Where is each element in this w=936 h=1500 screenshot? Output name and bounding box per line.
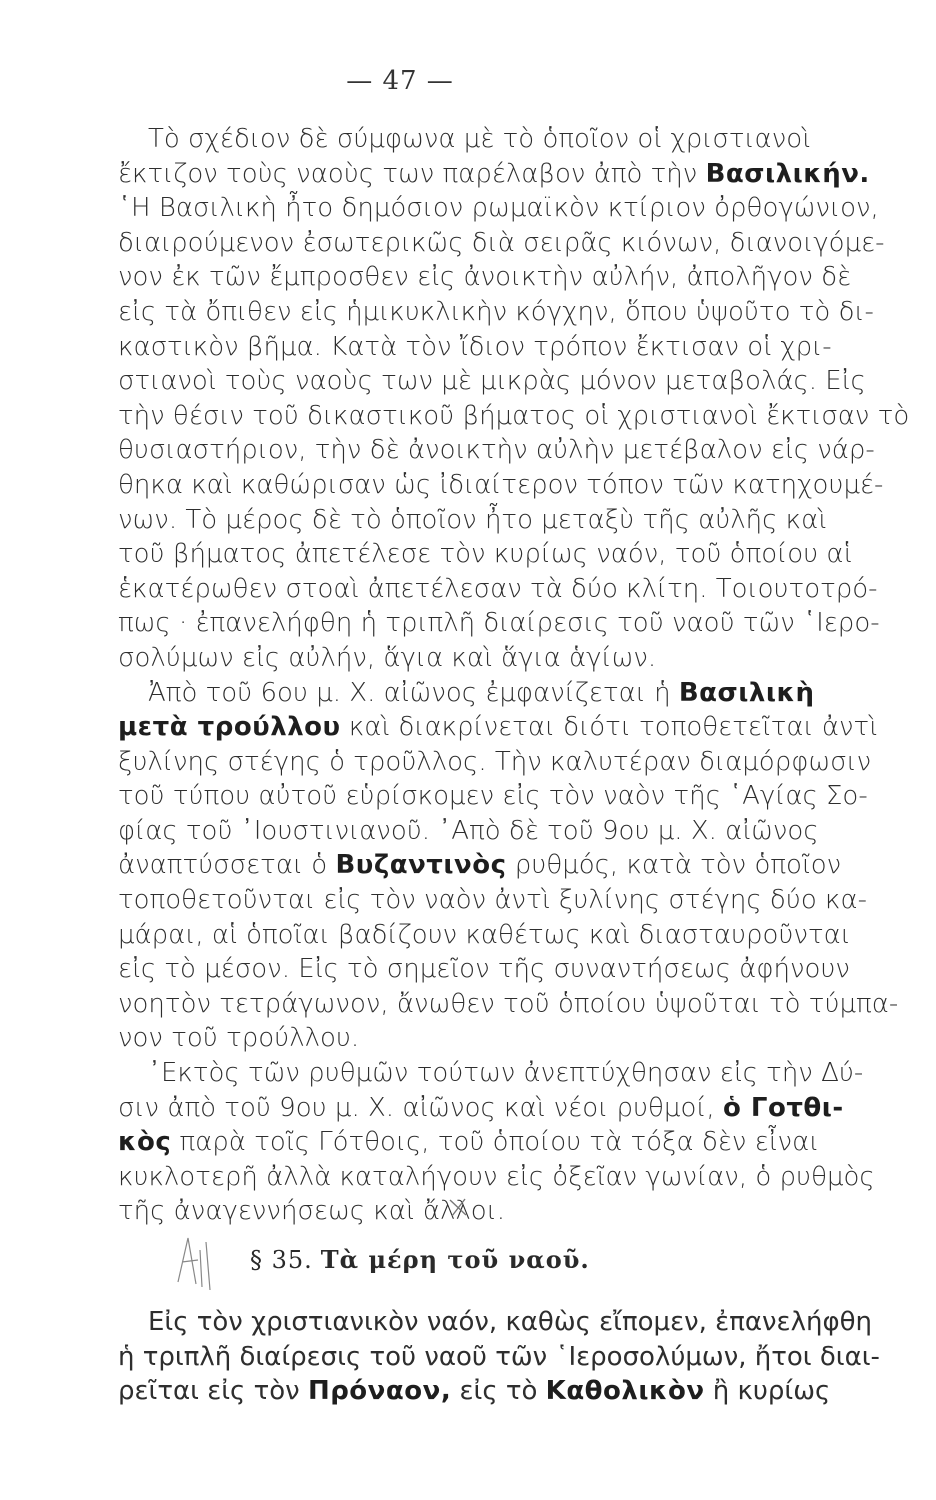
pencil-x-mark-icon [447,1196,469,1218]
section-text [118,1305,880,1409]
text-line: κὸς παρὰ τοῖς Γότθοις, τοῦ ὁποίου τὰ τόξα δὲν εἶναι [118,1127,820,1158]
text-line: θυσιαστήριον, τὴν δὲ ἀνοικτὴν αὐλὴν μετέβαλον εἰς νάρ- [118,435,875,466]
term-basilica: Βασιλικὴ [678,677,815,708]
section-heading [250,1245,590,1274]
term-basilica: Βασιλικήν. [705,158,870,189]
term-byzantine: Βυζαντινὸς [335,850,507,881]
text-line: μετὰ τρούλλου καὶ διακρίνεται διότι τοποθετεῖται ἀντὶ [118,712,878,743]
text-line: ῾Η Βασιλικὴ ἦτο δημόσιον ρωμαϊκὸν κτίριον ὀρθογώνιον, [118,193,879,224]
text-line: καστικὸν βῆμα. Κατὰ τὸν ἴδιον τρόπον ἔκτισαν οἱ χρι- [118,331,832,362]
term-pronaos: Πρόναον, [307,1376,452,1407]
text-line: ρεῖται εἰς τὸν Πρόναον, εἰς τὸ Καθολικὸν ἢ κυρίως [118,1376,831,1407]
main-text [118,122,910,1229]
term-gothic-end: κὸς [118,1127,172,1158]
text-line: τοῦ βήματος ἀπετέλεσε τὸν κυρίως ναόν, τοῦ ὁποίου αἱ [118,539,853,570]
text-line: εἰς τὰ ὄπιθεν εἰς ἡμικυκλικὴν κόγχην, ὅπου ὑψοῦτο τὸ δι- [118,296,874,327]
text-line: πως · ἐπανελήφθη ἡ τριπλῆ διαίρεσις τοῦ ναοῦ τῶν ῾Ιερο- [118,608,880,639]
text-line: νον ἐκ τῶν ἔμπροσθεν εἰς ἀνοικτὴν αὐλήν, ἀπολῆγον δὲ [118,262,852,293]
text-line: σολύμων εἰς αὐλήν, ἅγια καὶ ἅγια ἁγίων. [118,642,657,673]
text-line: ξυλίνης στέγης ὁ τροῦλλος. Τὴν καλυτέραν διαμόρφωσιν [118,746,872,777]
text-line: εἰς τὸ μέσον. Εἰς τὸ σημεῖον τῆς συναντήσεως ἀφήνουν [118,954,850,985]
text-line: νοητὸν τετράγωνον, ἄνωθεν τοῦ ὁποίου ὑψοῦται τὸ τύμπα- [118,988,899,1019]
text-line: μάραι, αἱ ὁποῖαι βαδίζουν καθέτως καὶ διασταυροῦνται [118,919,851,950]
text-line: ἡ τριπλῆ διαίρεσις τοῦ ναοῦ τῶν ῾Ιεροσολύμων, ἤτοι διαι- [118,1341,880,1372]
page-number: — 47 — [346,66,454,96]
text-line: νον τοῦ τρούλλου. [118,1023,360,1054]
text-line: τοποθετοῦνται εἰς τὸν ναὸν ἀντὶ ξυλίνης στέγης δύο κα- [118,885,867,916]
term-with-dome: μετὰ τρούλλου [118,712,341,743]
text-line: νων. Τὸ μέρος δὲ τὸ ὁποῖον ἦτο μεταξὺ τῆς αὐλῆς καὶ [118,504,828,535]
pencil-margin-mark-icon [170,1232,220,1292]
text-line: ᾿Εκτὸς τῶν ρυθμῶν τούτων ἀνεπτύχθησαν εἰς τὴν Δύ- [148,1058,864,1089]
text-line: στιανοὶ τοὺς ναοὺς των μὲ μικρὰς μόνον μεταβολάς. Εἰς [118,366,866,397]
text-line: τὴν θέσιν τοῦ δικαστικοῦ βήματος οἱ χριστιανοὶ ἔκτισαν τὸ [118,400,910,431]
term-katholikon: Καθολικὸν [545,1376,705,1407]
text-line: φίας τοῦ ᾿Ιουστινιανοῦ. ᾿Απὸ δὲ τοῦ 9ου μ. Χ. αἰῶνος [118,815,819,846]
text-line: Τὸ σχέδιον δὲ σύμφωνα μὲ τὸ ὁποῖον οἱ χριστιανοὶ [148,124,811,154]
text-line: τοῦ τύπου αὐτοῦ εὑρίσκομεν εἰς τὸν ναὸν τῆς ῾Αγίας Σο- [118,781,868,812]
section-title: Τὰ μέρη τοῦ ναοῦ. [320,1245,590,1274]
text-line: κυκλοτερῆ ἀλλὰ καταλήγουν εἰς ὀξεῖαν γωνίαν, ὁ ρυθμὸς [118,1161,875,1192]
text-line: ἔκτιζον τοὺς ναοὺς των παρέλαβον ἀπὸ τὴν Βασιλικήν. [118,158,870,189]
section-number: § 35. [250,1246,313,1274]
text-line: θηκα καὶ καθώρισαν ὡς ἰδιαίτερον τόπον τῶν κατηχουμέ- [118,469,884,500]
text-line: ἑκατέρωθεν στοαὶ ἀπετέλεσαν τὰ δύο κλίτη. Τοιουτοτρό- [118,573,878,604]
text-line: διαιρούμενον ἐσωτερικῶς διὰ σειρᾶς κιόνων, διανοιγόμε- [118,227,885,258]
text-line: Εἰς τὸν χριστιανικὸν ναόν, καθὼς εἴπομεν, ἐπανελήφθη [148,1307,873,1337]
text-line: ἀναπτύσσεται ὁ Βυζαντινὸς ρυθμός, κατὰ τὸν ὁποῖον [118,850,842,881]
term-gothic: ὁ Γοτθι- [722,1092,844,1123]
text-line: τῆς ἀναγεννήσεως καὶ ἄλλοι. [118,1196,506,1227]
text-line: Ἀπὸ τοῦ 6ου μ. Χ. αἰῶνος ἐμφανίζεται ἡ Βασιλικὴ [148,677,815,708]
text-line: σιν ἀπὸ τοῦ 9ου μ. Χ. αἰῶνος καὶ νέοι ρυθμοί, ὁ Γοτθι- [118,1092,844,1123]
